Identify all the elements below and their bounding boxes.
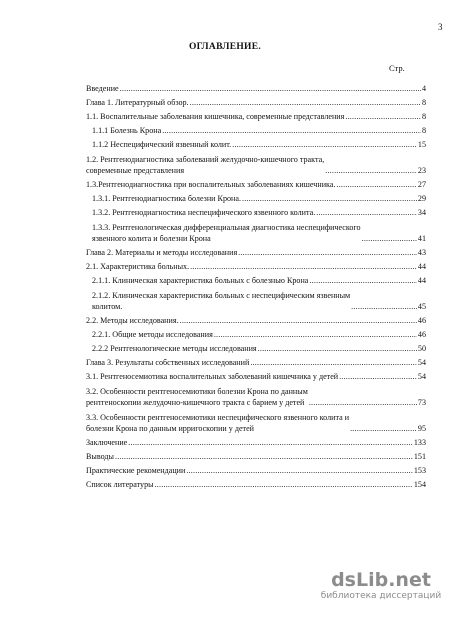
toc-entry xyxy=(86,452,426,462)
toc-dot-leader xyxy=(362,233,417,244)
toc-entry-title: 1.1.1 Болезнь Крона xyxy=(92,126,162,135)
toc-dot-leader xyxy=(190,98,421,108)
toc-dot-leader xyxy=(325,165,417,176)
toc-dot-leader xyxy=(242,194,417,204)
toc-dot-leader xyxy=(214,330,417,340)
toc-entry-title: 1.3.1. Рентгенодиагностика болезни Крона. xyxy=(92,194,241,203)
toc-entry-page: 151 xyxy=(413,452,426,461)
toc-entry-title: 1.1.2 Неспецифический язвенный колит. xyxy=(92,140,232,149)
page-column-label: Стр. xyxy=(389,63,405,73)
toc-dot-leader xyxy=(309,276,417,286)
toc-entry-title: 2.2. Методы исследования. xyxy=(86,316,179,325)
toc-entry-page: 8 xyxy=(421,98,426,107)
watermark-logo: dsLib.net xyxy=(331,569,431,591)
toc-entry-title: 1.3.Рентгенодиагностика при воспалительных заболеваниях кишечника. xyxy=(86,180,336,189)
toc-entry-title: 3.1. Рентгеносемиотика воспалительных заболеваний кишечника у детей xyxy=(86,372,339,381)
toc-entry xyxy=(86,222,426,244)
toc-entry-page: 54 xyxy=(417,358,426,367)
toc-entry-title: Заключение xyxy=(86,438,128,447)
toc-entry-title: 2.1.2. Клиническая характеристика больных с неспецифическим язвенным колитом. xyxy=(92,291,351,311)
toc-entry-page: 46 xyxy=(417,316,426,325)
toc-dot-leader xyxy=(128,438,413,448)
toc-entry-title: Введение xyxy=(86,84,119,93)
toc-entry xyxy=(86,140,426,150)
toc-entry-page: 43 xyxy=(417,248,426,257)
toc-dot-leader xyxy=(186,466,413,476)
toc-entry xyxy=(86,372,426,382)
toc-dot-leader xyxy=(351,301,417,312)
toc-entry-page: 44 xyxy=(417,276,426,285)
toc-entry-title: Глава 3. Результаты собственных исследований xyxy=(86,358,250,367)
toc-entry xyxy=(86,290,426,312)
toc-entry xyxy=(86,194,426,204)
toc-dot-leader xyxy=(232,140,417,150)
toc-entry-page: 8 xyxy=(421,126,426,135)
toc-entry-title: 1.2. Рентгенодиагностика заболеваний желудочно-кишечного тракта, современные представления xyxy=(86,155,325,175)
toc-dot-leader xyxy=(345,112,421,122)
toc-entry-page: 44 xyxy=(417,262,426,271)
toc-entry-page: 4 xyxy=(421,84,426,93)
toc-entry-page: 41 xyxy=(417,234,426,243)
toc-entry-page: 133 xyxy=(413,438,426,447)
toc-dot-leader xyxy=(339,372,417,382)
toc-entry-page: 95 xyxy=(417,424,426,433)
toc-entry-title: Выводы xyxy=(86,452,114,461)
toc-entry xyxy=(86,344,426,354)
toc-dot-leader xyxy=(238,248,417,258)
toc-entry-title: 3.3. Особенности рентгеносемиотики неспецифического язвенного колита и болезни Крона по данным ирригоскопии у детей xyxy=(86,413,350,433)
page-number: 3 xyxy=(438,22,443,32)
watermark xyxy=(315,570,447,601)
toc-entry-title: 1.3.3. Рентгенологическая дифференциальная диагностика неспецифического язвенного колита и болезни Крона xyxy=(92,223,361,243)
toc-dot-leader xyxy=(162,126,421,136)
toc-entry xyxy=(86,480,426,490)
toc-entry xyxy=(86,180,426,190)
toc-dot-leader xyxy=(258,344,417,354)
toc-entry-page: 153 xyxy=(413,466,426,475)
watermark-subtitle: библиотека диссертаций xyxy=(320,591,442,601)
toc-entry xyxy=(86,412,426,434)
document-title: ОГЛАВЛЕНИЕ. xyxy=(188,42,262,52)
toc-entry-title: 1.1. Воспалительные заболевания кишечника, современные представления xyxy=(86,112,345,121)
toc-entry-title: Список литературы xyxy=(86,480,154,489)
toc-entry xyxy=(86,84,426,94)
toc-entry-page: 45 xyxy=(417,302,426,311)
table-of-contents xyxy=(86,84,426,494)
toc-dot-leader xyxy=(309,397,417,408)
toc-entry xyxy=(86,276,426,286)
toc-entry-title: 2.2.2 Рентгенологические методы исследования xyxy=(92,344,257,353)
toc-dot-leader xyxy=(115,452,413,462)
toc-entry-title: 2.1.1. Клиническая характеристика больных с болезнью Крона xyxy=(92,276,309,285)
toc-entry-page: 8 xyxy=(421,112,426,121)
toc-entry xyxy=(86,126,426,136)
toc-entry-page: 46 xyxy=(417,330,426,339)
toc-entry-title: Глава 1. Литературный обзор. xyxy=(86,98,189,107)
toc-dot-leader xyxy=(120,84,421,94)
toc-dot-leader xyxy=(350,423,417,434)
toc-entry-page: 23 xyxy=(417,166,426,175)
toc-entry-page: 54 xyxy=(417,372,426,381)
toc-entry-page: 154 xyxy=(413,480,426,489)
toc-entry-title: 2.1. Характеристика больных. xyxy=(86,262,190,271)
toc-entry xyxy=(86,262,426,272)
toc-entry xyxy=(86,330,426,340)
toc-entry xyxy=(86,208,426,218)
toc-entry-page: 27 xyxy=(417,180,426,189)
toc-entry xyxy=(86,466,426,476)
toc-entry xyxy=(86,154,426,176)
toc-entry-page: 50 xyxy=(417,344,426,353)
toc-entry xyxy=(86,358,426,368)
toc-entry xyxy=(86,438,426,448)
toc-dot-leader xyxy=(250,358,417,368)
toc-entry-page: 73 xyxy=(417,398,426,407)
toc-dot-leader xyxy=(180,316,417,326)
toc-entry-title: 1.3.2. Рентгенодиагностика неспецифического язвенного колита. xyxy=(92,208,316,217)
toc-dot-leader xyxy=(190,262,417,272)
toc-entry-title: 2.2.1. Общие методы исследования xyxy=(92,330,213,339)
toc-dot-leader xyxy=(155,480,413,490)
toc-entry-title: Практические рекомендации xyxy=(86,466,186,475)
toc-entry xyxy=(86,386,426,408)
toc-entry-title: 3.2. Особенности рентгеносемиотики болезни Крона по данным рентгеноскопии желудочно-кишечного тракта с барием у детей xyxy=(86,387,308,407)
toc-dot-leader xyxy=(316,208,417,218)
toc-entry-title: Глава 2. Материалы и методы исследования xyxy=(86,248,238,257)
toc-entry xyxy=(86,316,426,326)
toc-dot-leader xyxy=(336,180,416,190)
toc-entry-page: 15 xyxy=(417,140,426,149)
toc-entry-page: 29 xyxy=(417,194,426,203)
toc-entry xyxy=(86,98,426,108)
toc-entry-page: 34 xyxy=(417,208,426,217)
toc-entry xyxy=(86,112,426,122)
toc-entry xyxy=(86,248,426,258)
